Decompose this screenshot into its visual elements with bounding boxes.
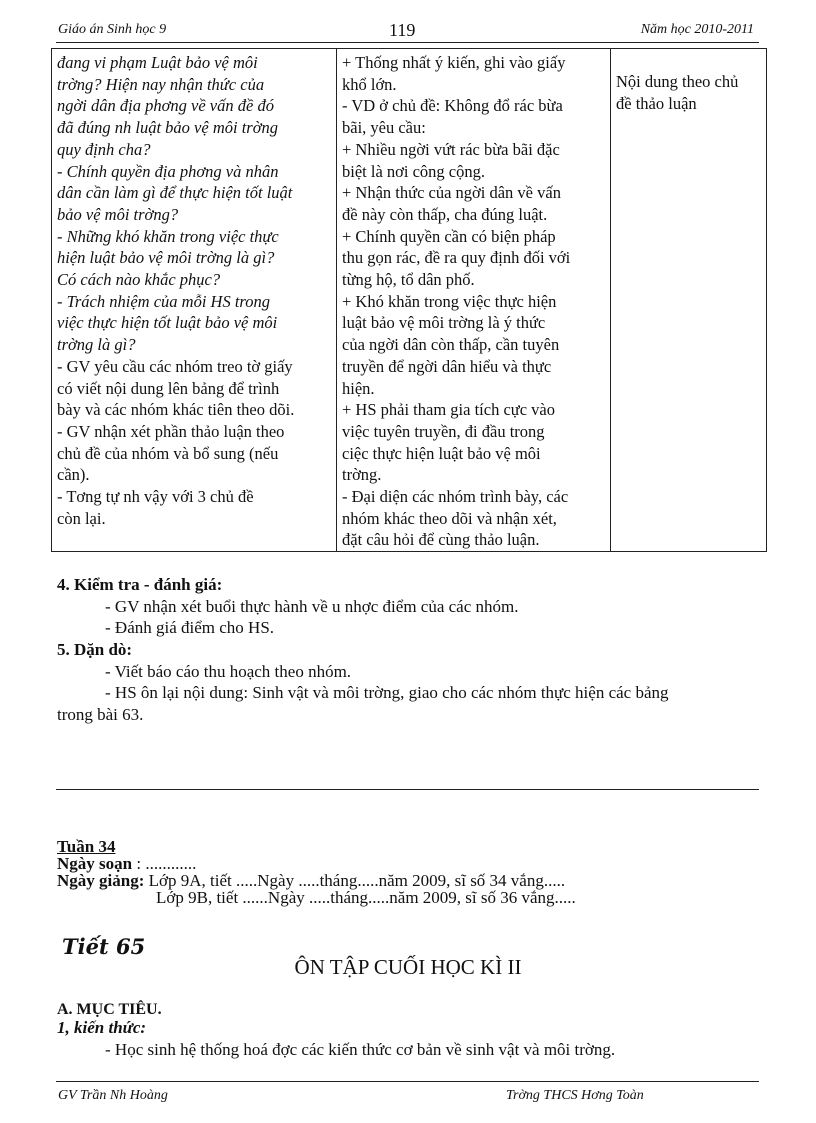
prep-date-value: : ............ [132, 854, 197, 873]
header-subject: Giáo án Sinh học 9 [58, 22, 167, 37]
teach-date-label: Ngày giảng: [57, 871, 145, 890]
footer-teacher: GV Trần Nh Hoàng [58, 1088, 168, 1103]
cell-line: bảo vệ môi trờng? [57, 204, 179, 224]
cell-line: - Những khó khăn trong việc thực [57, 226, 279, 246]
cell-line: trờng. [342, 465, 382, 485]
cell-line: ngời dân địa phơng về vấn đề đó [57, 96, 274, 116]
cell-line: Có cách nào khắc phục? [57, 270, 221, 290]
cell-line: biệt là nơi công cộng. [342, 161, 485, 181]
period-label: Tiết 65 [62, 934, 146, 959]
cell-line: bày và các nhóm khác tiên theo dõi. [57, 400, 295, 420]
cell-line: đề thảo luận [616, 93, 697, 113]
knowledge-heading: 1, kiến thức: [57, 1018, 147, 1037]
cell-line: chủ đề của nhóm và bổ sung (nếu [57, 443, 279, 463]
footer-rule [56, 1081, 759, 1082]
cell-line: còn lại. [57, 508, 106, 528]
cell-line: trờng? Hiện nay nhận thức của [57, 74, 265, 94]
lesson-title: ÔN TẬP CUỐI HỌC KÌ II [294, 955, 522, 979]
header-school-year: Năm học 2010-2011 [640, 22, 754, 37]
list-item-continuation: trong bài 63. [57, 704, 144, 724]
cell-line: + Thống nhất ý kiến, ghi vào giấy [342, 53, 566, 72]
cell-line: + Khó khăn trong việc thực hiện [342, 291, 557, 311]
cell-line: truyền để ngời dân hiểu và thực [342, 356, 552, 376]
cell-line: - Tơng tự nh vậy với 3 chủ đề [57, 487, 254, 507]
cell-line: thu gọn rác, đề ra quy định đối với [342, 248, 571, 268]
cell-line: + Nhiều ngời vứt rác bừa bãi đặc [342, 139, 560, 159]
cell-line: đề này còn thấp, cha đúng luật. [342, 204, 548, 224]
week-label: Tuần 34 [57, 837, 116, 856]
prep-date-label: Ngày soạn [57, 854, 133, 873]
list-item: - HS ôn lại nội dung: Sinh vật và môi trờng, giao cho các nhóm thực hiện các bảng [105, 683, 669, 702]
cell-line: hiện luật bảo vệ môi trờng là gì? [57, 248, 275, 268]
cell-line: + HS phải tham gia tích cực vào [342, 400, 555, 420]
list-item: - GV nhận xét buổi thực hành về u nhợc điểm của các nhóm. [105, 596, 519, 616]
student-activity-cell [337, 49, 611, 552]
section-divider [56, 789, 759, 790]
section-heading: 5. Dặn dò: [57, 640, 133, 659]
teach-line-9a: Lớp 9A, tiết .....Ngày .....tháng.....năm 2009, sĩ số 34 vắng..... [144, 871, 566, 890]
cell-line: của ngời dân còn thấp, cần tuyên [342, 335, 560, 355]
cell-line: việc thực hiện tốt luật bảo vệ môi [57, 313, 278, 333]
cell-line: trờng là gì? [57, 335, 136, 355]
cell-line: dân cần làm gì để thực hiện tốt luật [57, 183, 293, 203]
cell-line: + Nhận thức của ngời dân về vấn [342, 183, 561, 203]
section-heading: 4. Kiểm tra - đánh giá: [57, 575, 223, 594]
page-number: 119 [389, 20, 416, 40]
section-homework [57, 639, 759, 725]
cell-line: cần). [57, 465, 90, 485]
cell-line: bãi, yêu cầu: [342, 118, 426, 138]
cell-line: - Đại diện các nhóm trình bày, các [342, 487, 569, 507]
knowledge-item: - Học sinh hệ thống hoá đợc các kiến thức cơ bản về sinh vật và môi trờng. [105, 1040, 616, 1059]
cell-line: - VD ở chủ đề: Không đổ rác bừa [342, 96, 563, 116]
list-item: - Đánh giá điểm cho HS. [105, 618, 275, 637]
cell-line: quy định cha? [57, 139, 151, 159]
cell-line: hiện. [342, 378, 375, 398]
cell-line: + Chính quyền cần có biện pháp [342, 226, 556, 246]
header-rule [56, 42, 759, 43]
cell-line: - GV yêu cầu các nhóm treo tờ giấy [57, 356, 293, 376]
cell-line: khổ lớn. [342, 74, 397, 94]
teach-line-9b: Lớp 9B, tiết ......Ngày .....tháng.....năm 2009, sĩ số 36 vắng..... [156, 888, 576, 907]
cell-line: có viết nội dung lên bảng để trình [57, 378, 280, 398]
cell-line: đã đúng nh luật bảo vệ môi trờng [57, 118, 279, 138]
cell-line: từng hộ, tổ dân phố. [342, 270, 475, 290]
list-item: - Viết báo cáo thu hoạch theo nhóm. [105, 661, 352, 681]
footer-school: Trờng THCS Hơng Toàn [506, 1088, 644, 1103]
cell-line: nhóm khác theo dõi và nhận xét, [342, 508, 557, 528]
cell-line: luật bảo vệ môi trờng là ý thức [342, 313, 546, 333]
cell-line: ciệc thực hiện luật bảo vệ môi [342, 443, 541, 463]
section-assessment [57, 574, 759, 639]
cell-line: Nội dung theo chủ [616, 72, 739, 91]
cell-line: đặt câu hỏi để cùng thảo luận. [342, 530, 540, 550]
table-row [52, 49, 767, 552]
cell-line: đang vi phạm Luật bảo vệ môi [57, 53, 258, 72]
objectives-block [57, 1001, 759, 1059]
cell-line: việc tuyên truyền, đi đầu trong [342, 421, 545, 441]
objective-heading: A. MỤC TIÊU. [57, 1001, 162, 1018]
schedule-block [57, 838, 759, 906]
page-header [56, 20, 756, 42]
content-cell [611, 49, 767, 552]
cell-line: - Trách nhiệm của mỗi HS trong [57, 291, 270, 311]
teacher-activity-cell [52, 49, 337, 552]
cell-line: - GV nhận xét phần thảo luận theo [57, 421, 285, 441]
activity-table [51, 48, 767, 552]
cell-line: - Chính quyền địa phơng và nhân [57, 161, 279, 181]
